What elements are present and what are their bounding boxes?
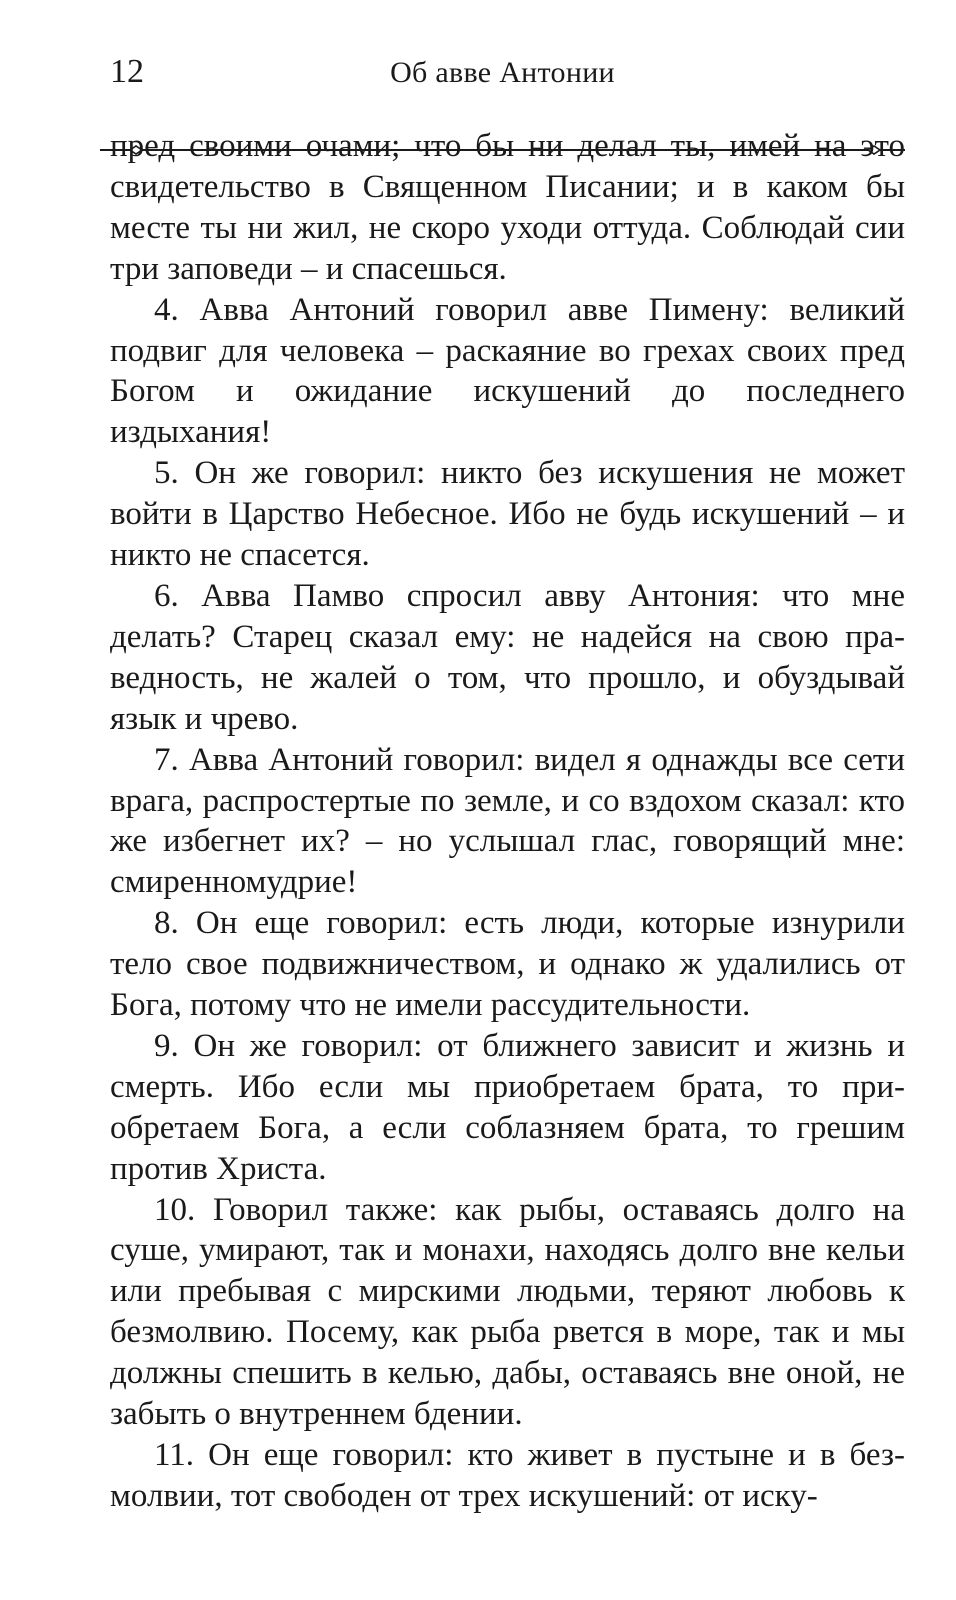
page-number: 12 [110, 53, 144, 90]
page-header [100, 48, 905, 98]
running-title: Об авве Антонии [390, 56, 615, 89]
paragraph-saying-7: 7. Авва Антоний говорил: видел я однажды все сети врага, распростертые по земле, и со вздохом сказал: кто же избегнет их? – но услышал глас, говорящий мне: смиренномудрие! [110, 741, 905, 901]
paragraph-saying-8: 8. Он еще говорил: есть люди, которые изнурили тело свое подвижничеством, и однако ж удалились от Бога, потому что не имели рассудительности. [110, 905, 905, 1024]
paragraph-saying-10: 10. Говорил также: как рыбы, оставаясь долго на суше, умирают, так и монахи, находясь долго вне кельи или пребывая с мирскими людьми, теряют любовь к безмолвию. Посему, как рыба рвется в море, так и мы должны спешить в келью, дабы, оставаясь вне оной, не забыть о внутреннем бдении. [110, 1191, 905, 1433]
paragraph-saying-11: 11. Он еще говорил: кто живет в пустыне и в безмолвии, тот свободен от трех искушений: от иску- [110, 1437, 905, 1514]
paragraph-saying-9: 9. Он же говорил: от ближнего зависит и жизнь и смерть. Ибо если мы приобретаем брата, то приобретаем Бога, а если соблазняем брата, то грешим против Христа. [110, 1027, 905, 1187]
paragraph-saying-5: 5. Он же говорил: никто без искушения не может войти в Царство Небесное. Ибо не будь искушений – и никто не спасется. [110, 455, 905, 574]
paragraph-saying-6: 6. Авва Памво спросил авву Антония: что мне делать? Старец сказал ему: не надейся на свою праведность, не жалей о том, что прошло, и обуздывай язык и чрево. [110, 577, 905, 737]
paragraph-saying-4: 4. Авва Антоний говорил авве Пимену: великий подвиг для человека – раскаяние во грехах своих пред Богом и ожидание искушений до последнего издыхания! [110, 291, 905, 451]
body-text [110, 126, 905, 1517]
paragraph-continuation: пред своими очами; что бы ни делал ты, имей на это свидетельство в Священном Писании; и в каком бы месте ты ни жил, не скоро уходи оттуда. Соблюдай сии три заповеди – и спасешься. [110, 128, 905, 287]
